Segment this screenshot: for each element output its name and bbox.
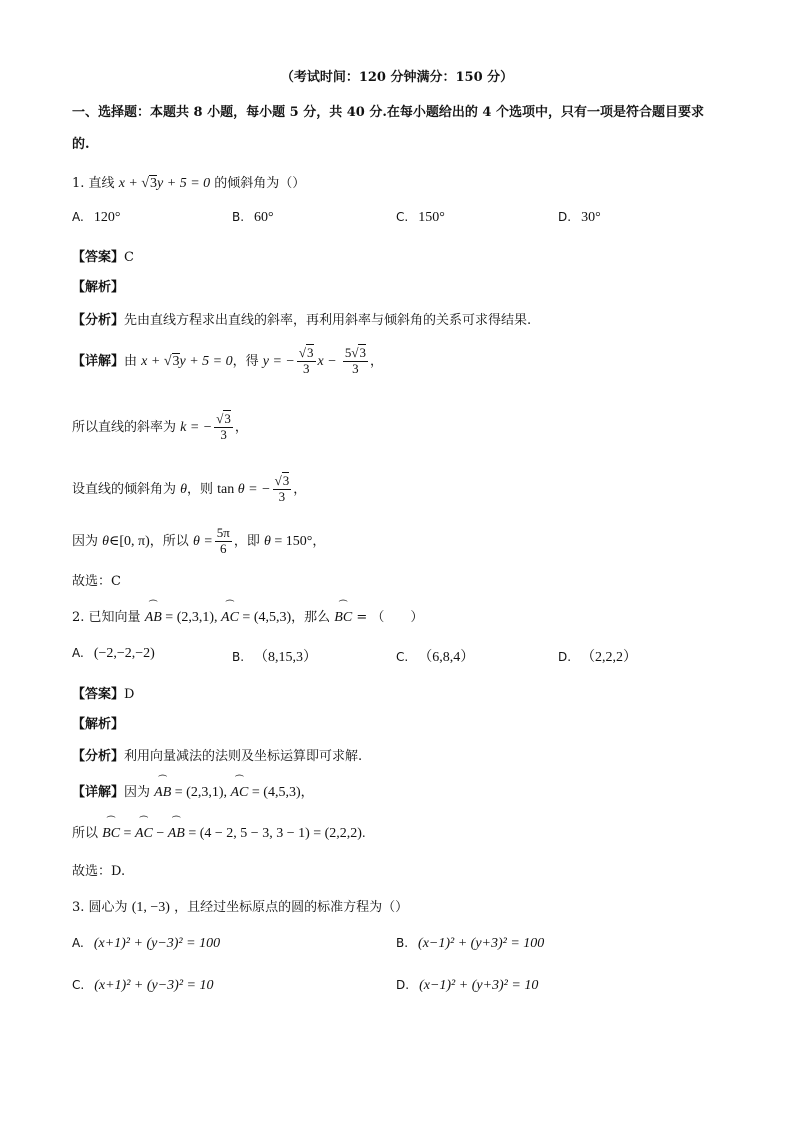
q1-option-d: D. 30° [558,210,601,225]
q1-answer: 【答案】C [72,250,134,265]
question-1-equation: x + √3y + 5 = 0 [118,176,211,191]
q1-option-c: C. 150° [396,210,445,225]
question-1-prefix: 1. 直线 [72,176,115,191]
q2-option-a: A. (−2,−2,−2) [72,646,155,661]
q3-option-b: B. (x−1)² + (y+3)² = 100 [396,936,545,951]
q2-answer: 【答案】D [72,687,135,702]
q2-conclusion: 故选：D. [72,864,126,879]
section-title-line1: 一、选择题：本题共 8 小题，每小题 5 分，共 40 分.在每小题给出的 4 个选项中，只有一项是符合题目要求 [72,105,704,120]
q1-conclusion: 故选：C [72,574,121,589]
q2-detail-line1: 【详解】因为 ⏜ AB = (2,3,1), ⏜ AC = (4,5,3)， [72,781,314,801]
q2-option-c: C. （6,8,4） [396,650,475,665]
question-3-stem: 3. 圆心为 (1, −3) ，且经过坐标原点的圆的标准方程为（） [72,900,409,915]
q2-option-d: D. （2,2,2） [558,650,638,665]
q1-analysis-tag: 【解析】 [72,280,125,295]
q1-option-b: B. 60° [232,210,274,225]
exam-header: （考试时间：120 分钟满分：150 分） [280,70,514,85]
q2-detail-line2: 所以 ⏜ BC = ⏜ AC − ⏜ AB = (4 − 2, 5 − 3, 3 − 1) = (2,2,2). [72,822,365,842]
question-2-stem: 2. 已知向量 ⏜ AB = (2,3,1), ⏜ AC = (4,5,3)，那么 ⏜ BC = （ ） [72,606,423,626]
q1-option-a: A. 120° [72,210,121,225]
q1-detail-line3: 设直线的倾斜角为 θ，则 tan θ = − $\frac{√3}{3}$ ， [72,473,307,504]
q1-detail-line4: 因为 θ∈[0, π)，所以 θ = $\frac{5\pi}{6}$ ，即 θ = 150°， [72,525,326,556]
section-title-line2: 的. [72,137,90,152]
q2-analysis-tag: 【解析】 [72,717,125,732]
q1-detail-line1: 【详解】由 x + √3y + 5 = 0，得 y = − $\frac{√3}{3}$ x − $\frac{5√3}{3}$ ， [72,345,383,376]
q3-option-d: D. (x−1)² + (y+3)² = 10 [396,978,539,993]
q3-option-c: C. (x+1)² + (y−3)² = 10 [72,978,214,993]
q1-fenxi: 【分析】先由直线方程求出直线的斜率，再利用斜率与倾斜角的关系可求得结果. [72,313,532,328]
q3-option-a: A. (x+1)² + (y−3)² = 100 [72,936,221,951]
q2-option-b: B. （8,15,3） [232,650,318,665]
question-1-suffix: 的倾斜角为（） [214,176,306,191]
q1-detail-line2: 所以直线的斜率为 k = − $\frac{√3}{3}$ ， [72,411,248,442]
question-1-stem [72,172,305,192]
q2-fenxi: 【分析】利用向量减法的法则及坐标运算即可求解. [72,749,363,764]
